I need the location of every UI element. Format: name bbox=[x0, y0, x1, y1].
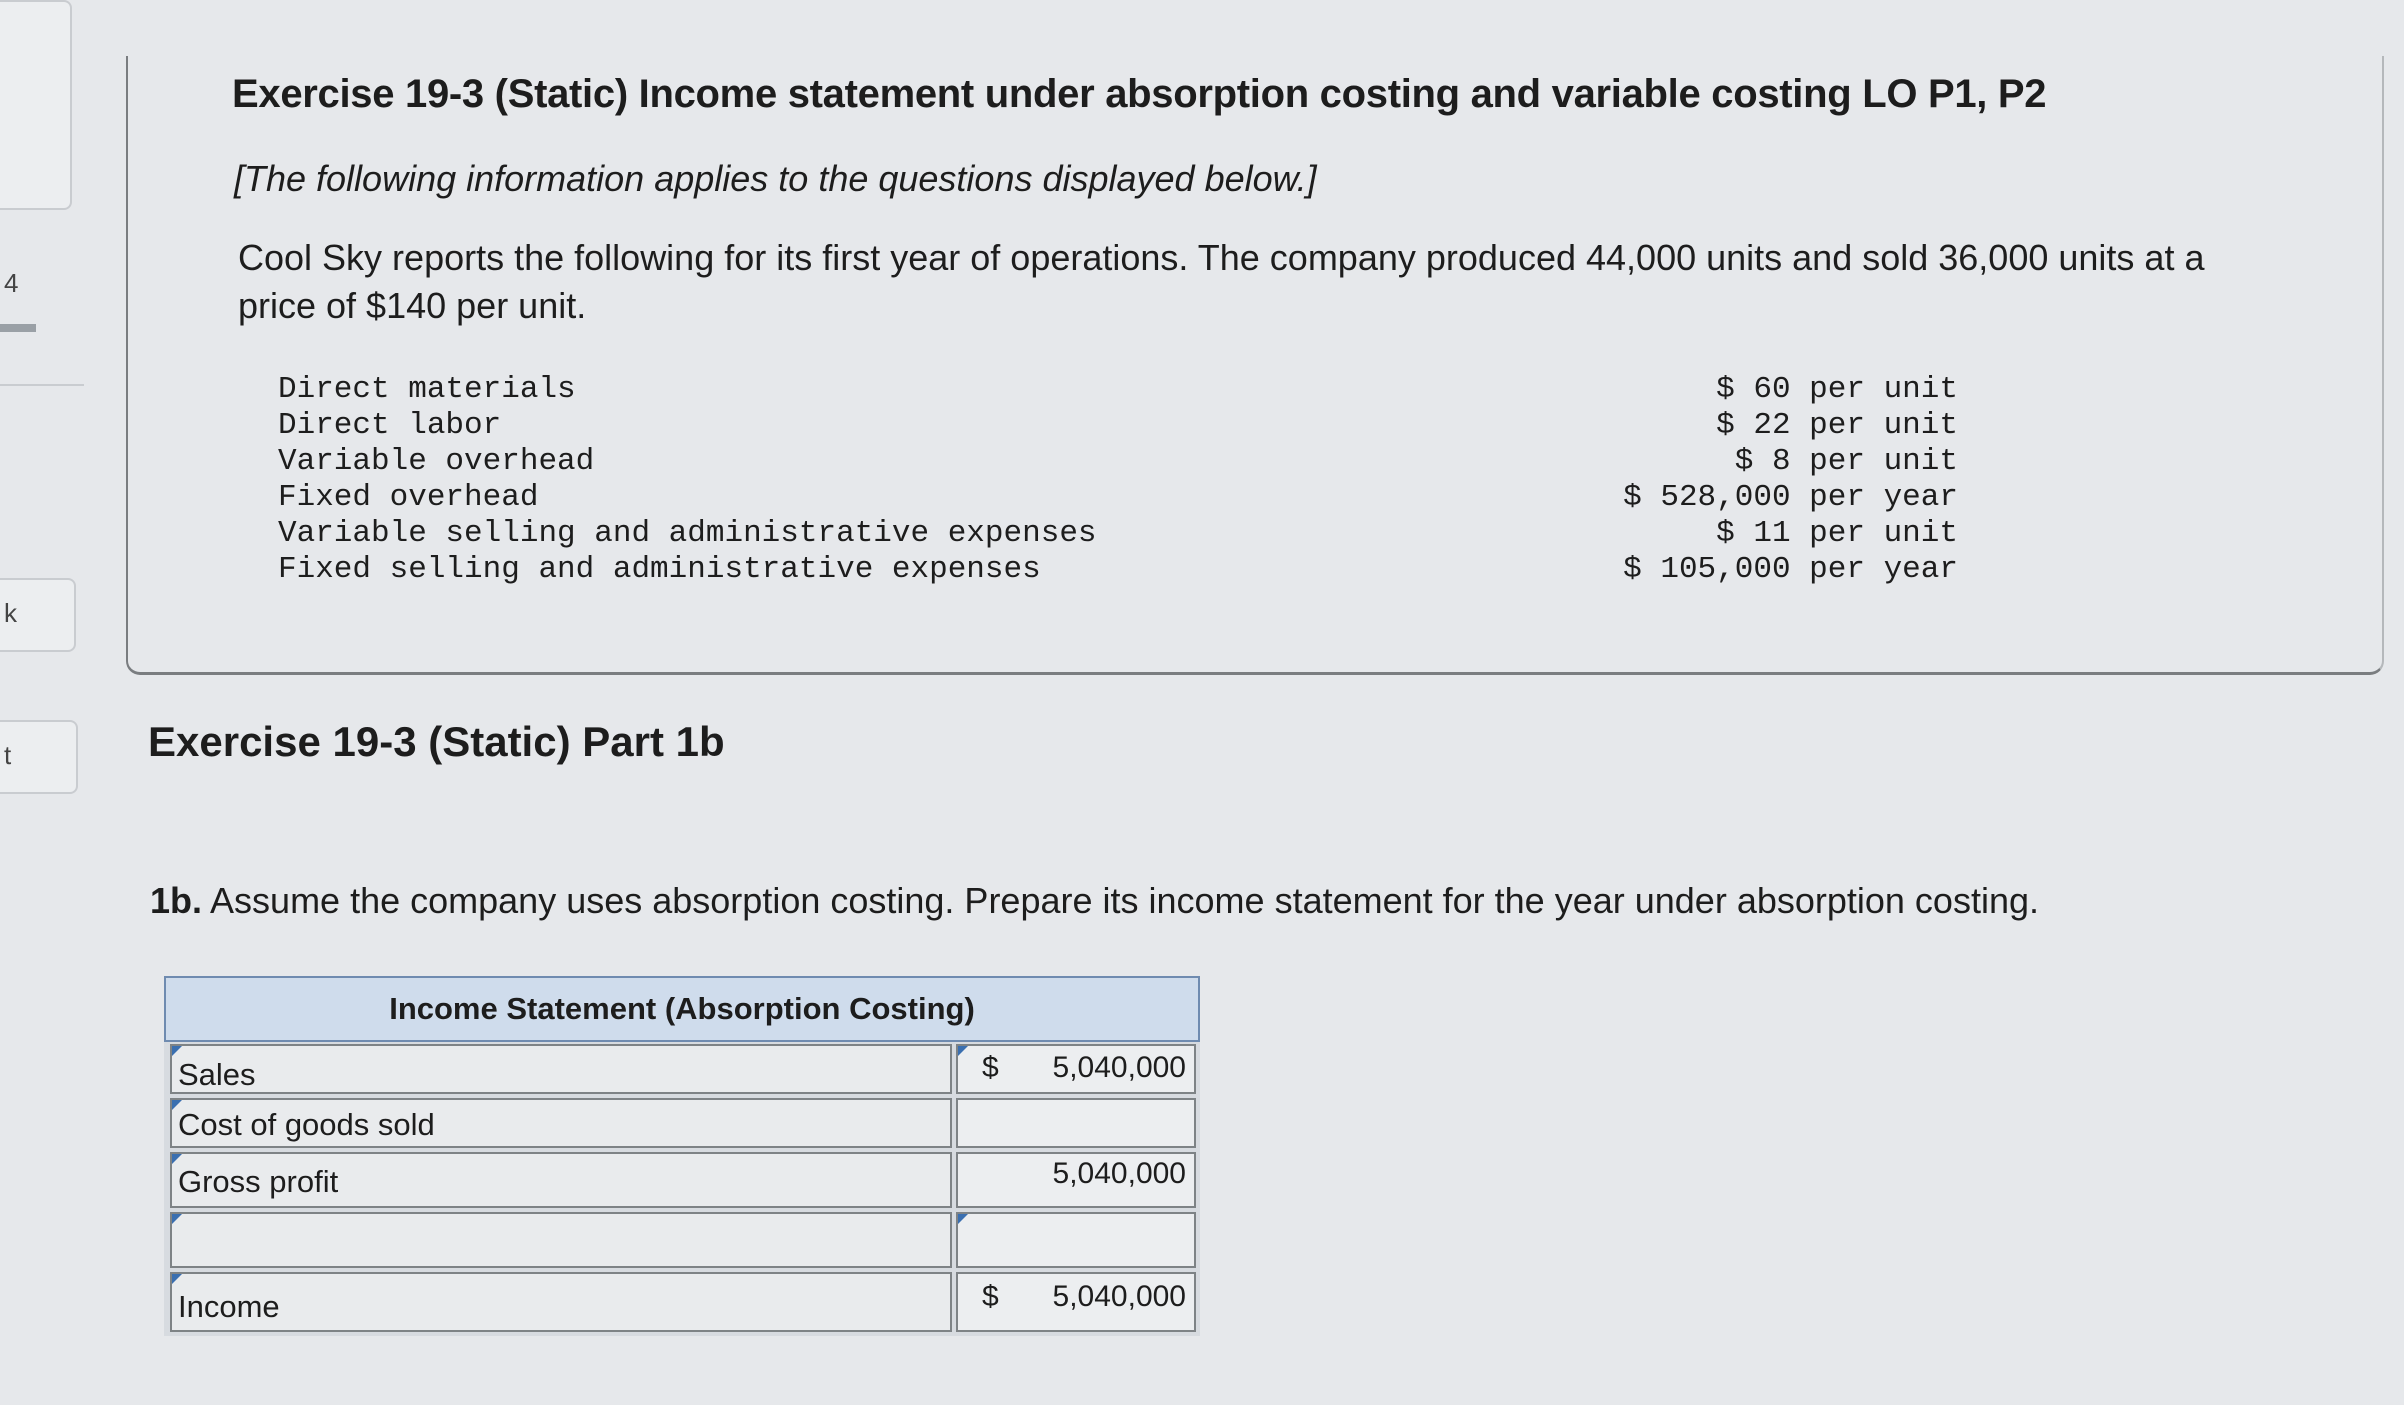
exercise-title: Exercise 19-3 (Static) Income statement under absorption costing and variable costing LO P1, P2 bbox=[232, 72, 2047, 116]
dollar-sign: $ bbox=[982, 1280, 999, 1313]
dropdown-marker-icon bbox=[172, 1046, 182, 1056]
exercise-description: Cool Sky reports the following for its first year of operations. The company produced 44,000 units and sold 36,000 units at a price of $140 per unit. bbox=[238, 237, 2205, 326]
amount-input[interactable] bbox=[956, 1212, 1196, 1268]
cost-value: $ 8 per unit bbox=[1734, 444, 1958, 479]
question-body: Assume the company uses absorption costing. Prepare its income statement for the year under absorption costing. bbox=[210, 880, 2039, 921]
sidebar-item-box[interactable] bbox=[0, 720, 78, 794]
cost-row bbox=[278, 480, 1958, 516]
sidebar-item-label: t bbox=[4, 740, 12, 770]
amount-input[interactable] bbox=[956, 1044, 1196, 1094]
cost-data-table bbox=[278, 372, 1958, 588]
cost-row bbox=[278, 372, 1958, 408]
cost-label: Direct labor bbox=[278, 408, 502, 443]
dropdown-marker-icon bbox=[172, 1214, 182, 1224]
sidebar-item-label: 4 bbox=[4, 268, 19, 298]
row-label: Gross profit bbox=[178, 1164, 339, 1199]
income-statement-header: Income Statement (Absorption Costing) bbox=[164, 976, 1200, 1042]
cost-value: $ 528,000 per year bbox=[1623, 480, 1958, 515]
cost-row bbox=[278, 516, 1958, 552]
cost-row bbox=[278, 444, 1958, 480]
sidebar-item-label: k bbox=[4, 598, 17, 628]
amount-input[interactable] bbox=[956, 1152, 1196, 1208]
exercise-subtitle: [The following information applies to the questions displayed below.] bbox=[234, 158, 1317, 199]
amount-value: 5,040,000 bbox=[1052, 1157, 1186, 1190]
income-statement-table bbox=[164, 976, 1200, 1336]
dropdown-marker-icon bbox=[172, 1274, 182, 1284]
row-label-select[interactable] bbox=[170, 1212, 952, 1268]
amount-input[interactable] bbox=[956, 1098, 1196, 1148]
cost-value: $ 11 per unit bbox=[1716, 516, 1958, 551]
dropdown-marker-icon bbox=[172, 1100, 182, 1110]
cost-row bbox=[278, 552, 1958, 588]
cost-label: Fixed overhead bbox=[278, 480, 539, 515]
cost-row bbox=[278, 408, 1958, 444]
amount-value: 5,040,000 bbox=[1052, 1280, 1186, 1313]
sidebar-divider bbox=[0, 384, 84, 386]
row-label-select[interactable] bbox=[170, 1044, 952, 1094]
dollar-sign: $ bbox=[982, 1051, 999, 1084]
cost-value: $ 22 per unit bbox=[1716, 408, 1958, 443]
cost-label: Direct materials bbox=[278, 372, 576, 407]
cost-label: Variable overhead bbox=[278, 444, 595, 479]
amount-value: 5,040,000 bbox=[1052, 1051, 1186, 1084]
row-label-select[interactable] bbox=[170, 1152, 952, 1208]
part-title: Exercise 19-3 (Static) Part 1b bbox=[148, 718, 725, 765]
row-label-select[interactable] bbox=[170, 1272, 952, 1332]
cost-label: Fixed selling and administrative expenses bbox=[278, 552, 1041, 587]
input-marker-icon bbox=[958, 1046, 968, 1056]
cost-label: Variable selling and administrative expenses bbox=[278, 516, 1097, 551]
row-label: Sales bbox=[178, 1057, 256, 1092]
sidebar-divider bbox=[0, 324, 36, 332]
sidebar-item-box[interactable] bbox=[0, 0, 72, 210]
input-marker-icon bbox=[958, 1214, 968, 1224]
question-text bbox=[150, 880, 2039, 922]
row-label: Income bbox=[178, 1289, 280, 1324]
row-label-select[interactable] bbox=[170, 1098, 952, 1148]
amount-input[interactable] bbox=[956, 1272, 1196, 1332]
question-number: 1b. bbox=[150, 880, 203, 921]
cost-value: $ 60 per unit bbox=[1716, 372, 1958, 407]
cost-value: $ 105,000 per year bbox=[1623, 552, 1958, 587]
row-label: Cost of goods sold bbox=[178, 1107, 435, 1142]
dropdown-marker-icon bbox=[172, 1154, 182, 1164]
question-sidebar bbox=[0, 0, 80, 1405]
